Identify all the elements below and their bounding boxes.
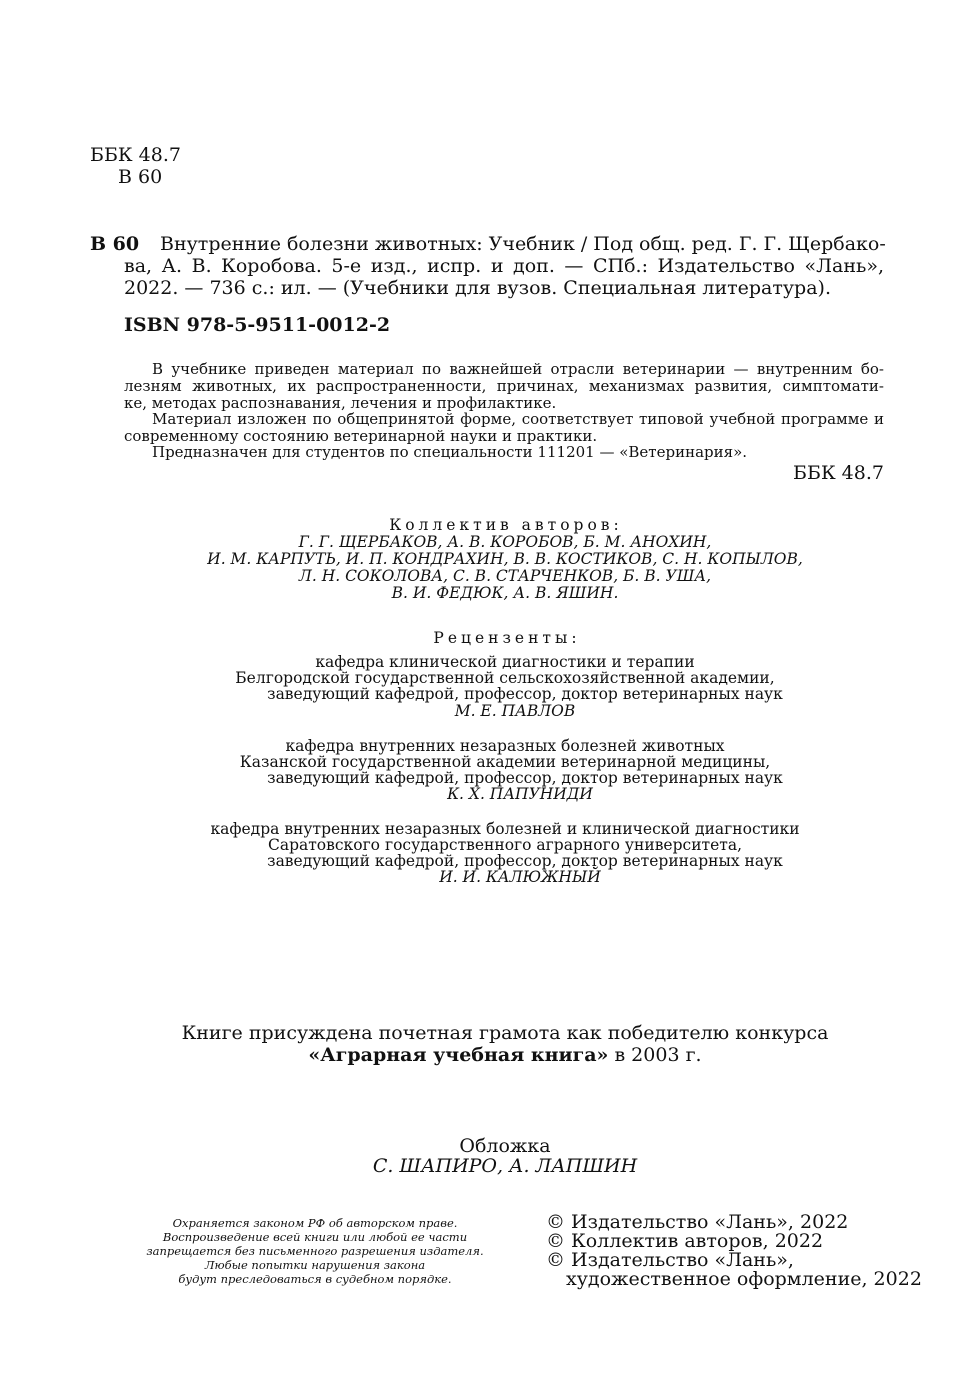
award-line-2 [130, 1044, 880, 1066]
copyright-line: художественное оформление, 2022 [566, 1268, 922, 1290]
annotation-line: Материал изложен по общепринятой форме, соответствует типовой учебной программе и [152, 410, 884, 428]
reviewer-name: М. Е. ПАВЛОВ [454, 702, 576, 720]
reviewers-heading: Рецензенты: [433, 629, 581, 647]
legal-line: Охраняется законом РФ об авторском праве. [172, 1216, 458, 1230]
legal-line: Воспроизведение всей книги или любой ее части [162, 1230, 468, 1244]
annotation-line: современному состоянию ветеринарной науки и практики. [124, 427, 598, 445]
authors-line: В. И. ФЕДЮК, А. В. ЯШИН. [391, 584, 619, 602]
catalog-line-1: Внутренние болезни животных: Учебник / Под общ. ред. Г. Г. Щербако- [160, 233, 886, 255]
legal-line: Любые попытки нарушения закона [204, 1258, 426, 1272]
catalog-line-2: ва, А. В. Коробова. 5-е изд., испр. и доп. — СПб.: Издательство «Лань», [124, 255, 884, 277]
cover-names: С. ШАПИРО, А. ЛАПШИН [372, 1155, 638, 1177]
isbn: ISBN 978-5-9511-0012-2 [124, 314, 391, 336]
authors-line: Л. Н. СОКОЛОВА, С. В. СТАРЧЕНКОВ, Б. В. УША, [298, 567, 712, 585]
reviewer-org: Казанской государственной академии ветеринарной медицины, [239, 753, 771, 771]
reviewer-dept: кафедра клинической диагностики и терапии [315, 653, 695, 671]
annotation-line: Предназначен для студентов по специальности 111201 — «Ветеринария». [152, 443, 748, 461]
reviewer-position: заведующий кафедрой, профессор, доктор ветеринарных наук [267, 769, 783, 787]
authors-line: Г. Г. ЩЕРБАКОВ, А. В. КОРОБОВ, Б. М. АНОХИН, [298, 533, 712, 551]
annotation-line: лезням животных, их распространенности, причинах, механизмах развития, симптомати- [124, 377, 884, 395]
reviewer-name: К. Х. ПАПУНИДИ [447, 785, 593, 803]
catalog-line-3: 2022. — 736 с.: ил. — (Учебники для вузов. Специальная литература). [124, 277, 831, 299]
annotation-line: В учебнике приведен материал по важнейшей отрасли ветеринарии — внутренним бо- [152, 360, 884, 378]
legal-line: запрещается без письменного разрешения издателя. [146, 1244, 484, 1258]
reviewer-name: И. И. КАЛЮЖНЫЙ [439, 868, 601, 886]
award-contest-name: «Аграрная учебная книга» [308, 1044, 609, 1066]
cover-label: Обложка [459, 1135, 551, 1157]
reviewer-position: заведующий кафедрой, профессор, доктор ветеринарных наук [267, 685, 783, 703]
legal-line: будут преследоваться в судебном порядке. [178, 1272, 452, 1286]
reviewer-dept: кафедра внутренних незаразных болезней и клинической диагностики [210, 820, 800, 838]
authors-heading: Коллектив авторов: [389, 516, 623, 534]
authors-line: И. М. КАРПУТЬ, И. П. КОНДРАХИН, В. В. КОСТИКОВ, С. Н. КОПЫЛОВ, [207, 550, 803, 568]
reviewer-position: заведующий кафедрой, профессор, доктор ветеринарных наук [267, 852, 783, 870]
author-mark: В 60 [118, 166, 163, 188]
reviewer-dept: кафедра внутренних незаразных болезней животных [285, 737, 725, 755]
award-year: в 2003 г. [608, 1044, 702, 1066]
copyright-line: © Издательство «Лань», 2022 [546, 1211, 849, 1233]
catalog-mark: В 60 [90, 233, 140, 255]
copyright-line: © Коллектив авторов, 2022 [546, 1230, 824, 1252]
reviewer-org: Белгородской государственной сельскохозяйственной академии, [235, 669, 775, 687]
copyright-line: © Издательство «Лань», [546, 1249, 794, 1271]
annotation-line: ке, методах распознавания, лечения и профилактике. [124, 394, 557, 412]
annotation-bbk: ББК 48.7 [793, 462, 884, 484]
award-line-1: Книге присуждена почетная грамота как победителю конкурса [181, 1022, 829, 1044]
bbk-code: ББК 48.7 [90, 144, 181, 166]
reviewer-org: Саратовского государственного аграрного университета, [267, 836, 743, 854]
